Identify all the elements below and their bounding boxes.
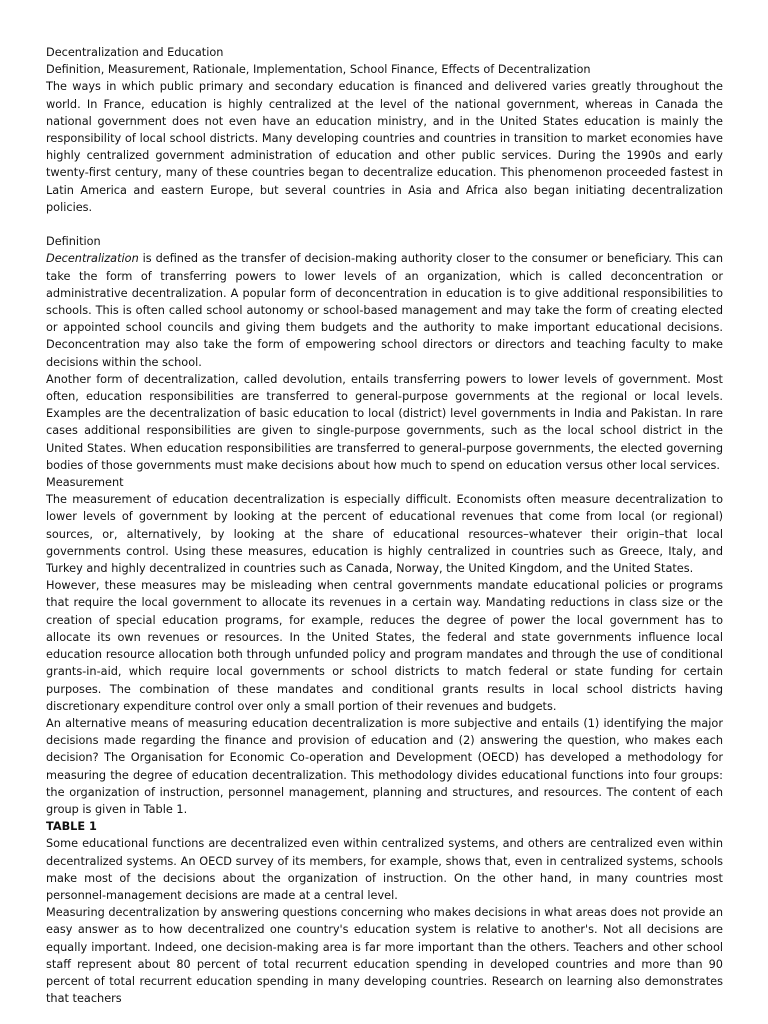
definition-paragraph-1: [46, 250, 723, 370]
measurement-heading: Measurement: [46, 476, 124, 490]
document-title: Decentralization and Education: [46, 46, 224, 59]
measurement-paragraph-3: An alternative means of measuring education decentralization is more subjective and entails (1) identifying the major decisions made regarding the finance and provision of education and (2) answering the question, who makes each decision? The Organisation for Economic Co-operation and Development (OECD) has developed a methodology for measuring the degree of education decentralization. This methodology divides educational functions into four groups: the organization of instruction, personnel management, planning and structures, and resources. The content of each group is given in Table 1.: [46, 716, 723, 816]
document-subtitle: Definition, Measurement, Rationale, Implementation, School Finance, Effects of Decentralization: [46, 63, 591, 77]
measurement-paragraph-1: The measurement of education decentralization is especially difficult. Economists often measure decentralization to lower levels of government by looking at the percent of educational revenues that come from local (or regional) sources, or, alternatively, by looking at the share of educational resources–whatever their origin–that local governments control. Using these measures, education is highly centralized in countries such as Greece, Italy, and Turkey and highly decentralized in countries such as Canada, Norway, the United Kingdom, and the United States.: [46, 493, 723, 576]
definition-paragraph-1-text: is defined as the transfer of decision-making authority closer to the consumer or beneficiary. This can take the form of transferring powers to lower levels of an organization, which is called deconcentration or administrative decentralization. A popular form of deconcentration in education is to give additional responsibilities to schools. This is often called school autonomy or school-based management and may take the form of creating elected or appointed school councils and giving them budgets and the authority to make important educational decisions. Deconcentration may also take the form of empowering school directors or directors and teaching faculty to make decisions within the school.: [46, 252, 723, 369]
table-label: TABLE 1: [46, 820, 97, 834]
intro-paragraph: The ways in which public primary and secondary education is financed and delivered varies greatly throughout the world. In France, education is highly centralized at the level of the national government, whereas in Canada the national government does not even have an education ministry, and in the United States education is mainly the responsibility of local school districts. Many developing countries and countries in transition to market economies have highly centralized government administration of education and other public services. During the 1990s and early twenty-first century, many of these countries began to decentralize education. This phenomenon proceeded fastest in Latin America and eastern Europe, but several countries in Asia and Africa also began initiating decentralization policies.: [46, 80, 723, 214]
measurement-paragraph-2: However, these measures may be misleading when central governments mandate educational policies or programs that require the local government to allocate its revenues in a certain way. Mandating reductions in class size or the creation of special education programs, for example, reduces the degree of power the local government has to allocate its own revenues or resources. In the United States, the federal and state governments influence local education resource allocation both through unfunded policy and program mandates and through the use of conditional grants-in-aid, which require local governments or school districts to match federal or state funding for certain purposes. The combination of these mandates and conditional grants results in local school districts having discretionary expenditure control over only a small portion of their revenues and budgets.: [46, 579, 723, 713]
document-page: [46, 44, 723, 1007]
measurement-paragraph-4: Some educational functions are decentralized even within centralized systems, and others are centralized even within decentralized systems. An OECD survey of its members, for example, shows that, even in centralized systems, schools make most of the decisions about the organization of instruction. On the other hand, in many countries most personnel-management decisions are made at a central level.: [46, 837, 723, 902]
section-spacer: [46, 216, 723, 233]
definition-term: Decentralization: [46, 252, 139, 266]
definition-paragraph-2: Another form of decentralization, called devolution, entails transferring powers to lower levels of government. Most often, education responsibilities are transferred to general-purpose governments at the regional or local levels. Examples are the decentralization of basic education to local (district) level governments in India and Pakistan. In rare cases additional responsibilities are given to single-purpose governments, such as the local school district in the United States. When education responsibilities are transferred to general-purpose governments, the elected governing bodies of those governments must make decisions about how much to spend on education versus other local services.: [46, 372, 723, 472]
definition-heading: Definition: [46, 235, 101, 249]
measurement-paragraph-5: Measuring decentralization by answering questions concerning who makes decisions in what areas does not provide an easy answer as to how decentralized one country's education system is relative to another's. Not all decisions are equally important. Indeed, one decision-making area is far more important than the others. Teachers and other school staff represent about 80 percent of total recurrent education spending in developed countries and more than 90 percent of total recurrent education spending in many developing countries. Research on learning also demonstrates that teachers: [46, 906, 723, 1006]
